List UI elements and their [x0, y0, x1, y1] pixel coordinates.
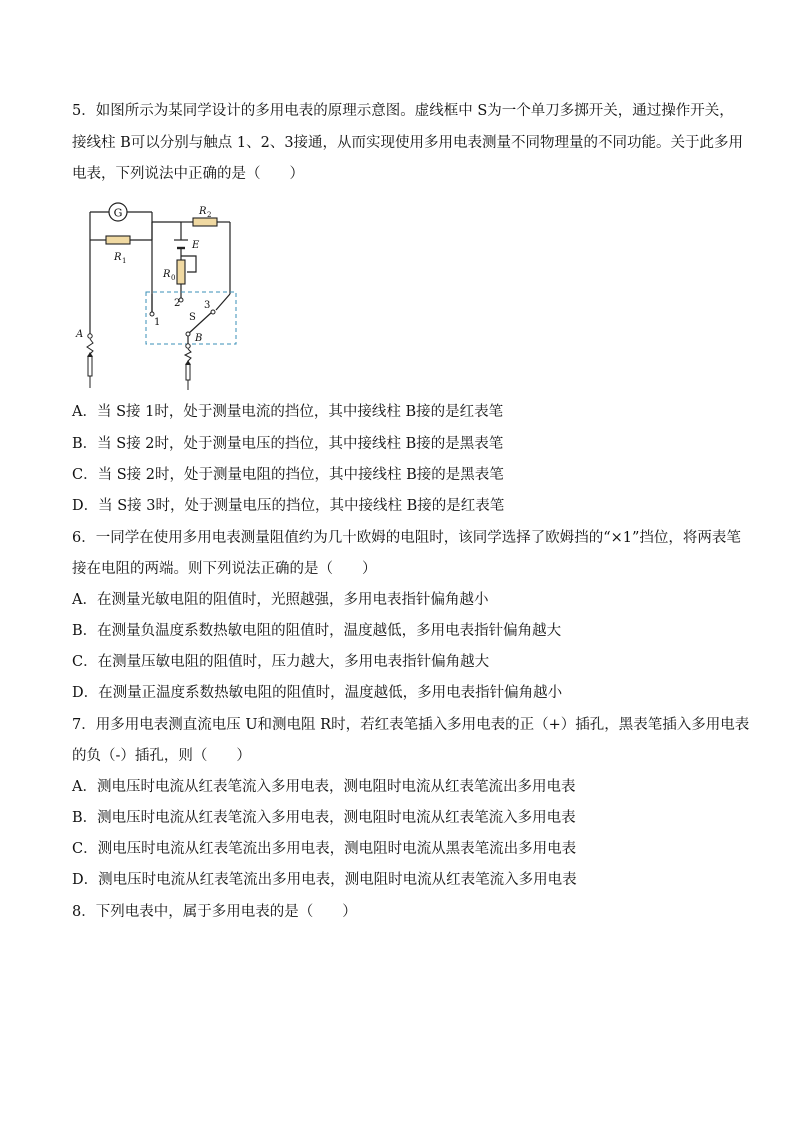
resistor-r2: [193, 218, 217, 226]
q5-stem-line-2: 接线柱 B可以分别与触点 1、2、3接通，从而实现使用多用电表测量不同物理量的不同功能。关于此多用: [72, 135, 744, 151]
q5-stem-line-1: 5．如图所示为某同学设计的多用电表的原理示意图。虚线框中 S为一个单刀多掷开关，通过操作开关，: [72, 103, 734, 119]
contact-3-label: 3: [204, 300, 211, 311]
terminal-b-label: B: [195, 333, 203, 344]
galvanometer-label: G: [113, 206, 123, 220]
terminal-a-label: A: [76, 329, 84, 340]
q6-stem-line-1: 6．一同学在使用多用电表测量阻值约为几十欧姆的电阻时，该同学选择了欧姆挡的“×1”挡位，将两表笔: [72, 530, 741, 546]
q6-stem-line-2: 接在电阻的两端。则下列说法正确的是（ ）: [72, 561, 377, 577]
contact-1: [150, 312, 154, 316]
terminal-b: [186, 344, 190, 348]
q5-option-d: D．当 S接 3时，处于测量电压的挡位，其中接线柱 B接的是红表笔: [72, 498, 505, 514]
q7-option-c: C．测电压时电流从红表笔流出多用电表，测电阻时电流从黑表笔流出多用电表: [72, 841, 577, 857]
terminal-a: [88, 334, 92, 338]
probe-b: [186, 364, 190, 380]
q6-option-d: D．在测量正温度系数热敏电阻的阻值时，温度越低，多用电表指针偏角越小: [72, 685, 563, 701]
resistor-r1: [106, 236, 130, 244]
contact-2-label: 2: [174, 298, 181, 309]
multimeter-circuit-diagram: [68, 194, 248, 390]
q7-option-d: D．测电压时电流从红表笔流出多用电表，测电阻时电流从红表笔流入多用电表: [72, 872, 577, 888]
contact-1-label: 1: [154, 317, 161, 328]
r1-subscript: 1: [122, 257, 127, 265]
q5-stem-line-3: 电表，下列说法中正确的是（ ）: [72, 166, 304, 182]
q7-stem-line-2: 的负（-）插孔，则（ ）: [72, 748, 251, 764]
contact-3: [211, 310, 215, 314]
q5-option-c: C．当 S接 2时，处于测量电阻的挡位，其中接线柱 B接的是黑表笔: [72, 467, 504, 483]
probe-lead-a: [87, 339, 93, 354]
battery-label: E: [192, 240, 200, 251]
q7-option-a: A．测电压时电流从红表笔流入多用电表，测电阻时电流从红表笔流出多用电表: [72, 779, 576, 795]
switch-pivot: [186, 332, 190, 336]
q7-stem-line-1: 7．用多用电表测直流电压 U和测电阻 R时，若红表笔插入多用电表的正（+）插孔，黑表笔插入多用电表: [72, 717, 750, 733]
r2-subscript: 2: [207, 211, 212, 219]
q7-option-b: B．测电压时电流从红表笔流入多用电表，测电阻时电流从红表笔流入多用电表: [72, 810, 576, 826]
r2-label: R: [199, 206, 207, 217]
r1-label: R: [114, 252, 122, 263]
probe-a: [88, 356, 92, 376]
rheostat-r0: [177, 260, 185, 284]
q8-stem-line-1: 8．下列电表中，属于多用电表的是（ ）: [72, 904, 357, 920]
q5-option-b: B．当 S接 2时，处于测量电压的挡位，其中接线柱 B接的是黑表笔: [72, 436, 504, 452]
q6-option-c: C．在测量压敏电阻的阻值时，压力越大，多用电表指针偏角越大: [72, 654, 490, 670]
q5-option-a: A．当 S接 1时，处于测量电流的挡位，其中接线柱 B接的是红表笔: [72, 404, 504, 420]
probe-lead-b: [185, 349, 191, 361]
r0-subscript: 0: [171, 274, 176, 282]
q6-option-b: B．在测量负温度系数热敏电阻的阻值时，温度越低，多用电表指针偏角越大: [72, 623, 562, 639]
r0-label: R: [163, 269, 171, 280]
switch-label: S: [189, 312, 196, 323]
q6-option-a: A．在测量光敏电阻的阻值时，光照越强，多用电表指针偏角越小: [72, 592, 489, 608]
